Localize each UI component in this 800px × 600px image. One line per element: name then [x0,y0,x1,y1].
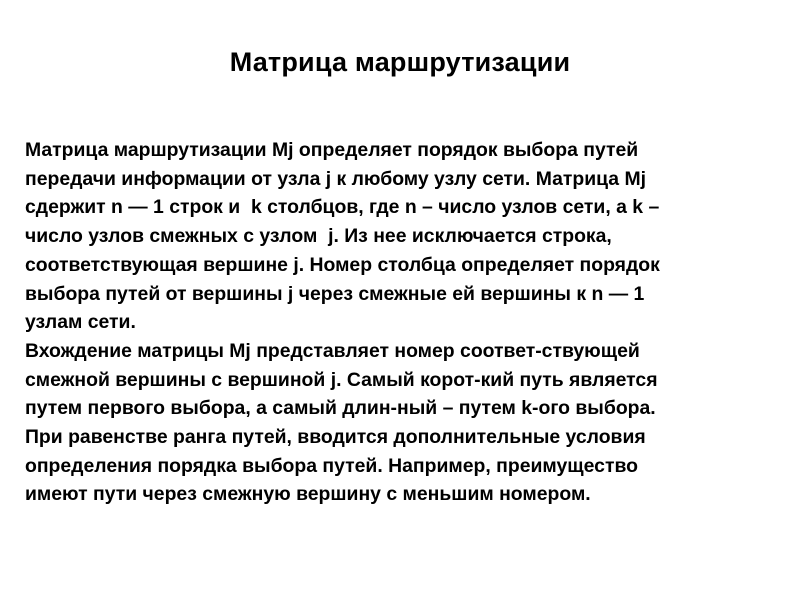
text-line: Матрица маршрутизации Mj определяет порядок выбора путей [25,139,639,161]
text-line: имеют пути через смежную вершину с меньшим номером. [25,483,591,506]
text-line: определения порядка выбора путей. Например, преимущество [25,454,638,477]
slide-title: Матрица маршрутизации [229,47,571,77]
text-line: выбора путей от вершины j через смежные ей вершины к n — 1 [25,282,645,305]
text-line: узлам сети. [25,311,136,334]
text-line: передачи информации от узла j к любому узлу сети. Матрица Mj [25,167,647,190]
text-line: число узлов смежных с узлом j. Из нее исключается строка, [25,225,612,248]
text-line: Вхождение матрицы Mj представляет номер соответ-ствующей [25,339,640,362]
slide-body-text [25,136,785,509]
text-line: При равенстве ранга путей, вводится дополнительные условия [25,426,646,449]
text-line: сдержит n — 1 строк и k столбцов, где n – число узлов сети, а k – [25,196,660,219]
text-line: смежной вершины с вершиной j. Самый корот-кий путь является [25,368,658,391]
text-line: путем первого выбора, а самый длин-ный – путем k-ого выбора. [25,397,656,420]
text-line: соответствующая вершине j. Номер столбца определяет порядок [25,253,660,276]
